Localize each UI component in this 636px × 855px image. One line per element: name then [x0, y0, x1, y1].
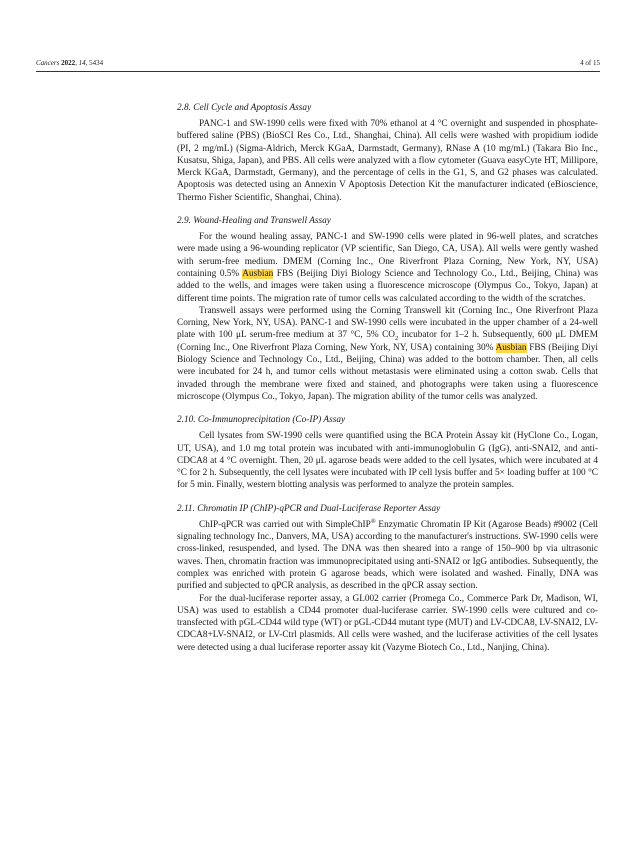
- section-title: 2.8. Cell Cycle and Apoptosis Assay: [177, 103, 312, 113]
- journal-volume: 14: [78, 59, 86, 67]
- paragraph: For the wound healing assay, PANC-1 and SW-1990 cells were plated in 96-well plates, and scratches were made using a 96-wounding replicator (VP scientific, San Diego, CA, USA). All wells were gently washed with serum-free medium. DMEM (Corning Inc., One Riverfront Plaza Corning, New York, NY, USA) containing 0.5% Ausbian FBS (Beijing Diyi Biology Science and Technology Co., Ltd., Beijing, China) was added to the wells, and images were taken using a fluorescence microscope (Olympus Co., Tokyo, Japan) at different time points. The migration rate of tumor cells was calculated according to the width of the scratches.: [177, 232, 598, 304]
- page-header: [36, 59, 600, 71]
- section: [177, 102, 598, 204]
- journal-year: 2022: [61, 59, 76, 67]
- paragraph: ChIP-qPCR was carried out with SimpleChIP® Enzymatic Chromatin IP Kit (Agarose Beads) #9002 (Cell signaling technology Inc., Danvers, MA, USA) according to the manufacturer's instructions. SW-1990 cells were cross-linked, resuspended, and lysed. The DNA was then sheared into a range of 150–900 bp via ultrasonic waves. Then, chromatin fraction was immunoprecipitated using anti-SNAI2 or IgG antibodies. Subsequently, the complex was enriched with protein G agarose beads, which were isolated and washed. Finally, DNA was purified and subjected to qPCR analysis, as described in the qPCR assay section.: [177, 517, 598, 592]
- journal-name: Cancers: [36, 59, 60, 67]
- paragraph: For the dual-luciferase reporter assay, a GL002 carrier (Promega Co., Commerce Park Dr, Madison, WI, USA) was used to establish a CD44 promoter dual-luciferase carrier. SW-1990 cells were cultured and co-transfected with pGL-CD44 wild type (WT) or pGL-CD44 mutant type (MUT) and LV-CDCA8, LV-SNAI2, LV-CDCA8+LV-SNAI2, or LV-Ctrl plasmids. All cells were washed, and the luciferase activities of the cell lysates were detected using a dual luciferase reporter assay kit (Vazyme Biotech Co., Ltd., Nanjing, China).: [177, 593, 598, 653]
- section: [177, 215, 598, 403]
- section: [177, 503, 598, 654]
- highlighted-term: Ausbian: [242, 268, 274, 279]
- highlighted-term: Ausbian: [495, 342, 527, 353]
- page-number: 4 of 15: [580, 59, 600, 67]
- paragraph: PANC-1 and SW-1990 cells were fixed with 70% ethanol at 4 °C overnight and suspended in phosphate-buffered saline (PBS) (BioSCI Res Co., Ltd., Shanghai, China). All cells were washed with propidium iodide (PI, 2 mg/mL) (Sigma-Aldrich, Merck KGaA, Darmstadt, Germany), RNase A (10 mg/mL) (Takara Bio Inc., Kusatsu, Shiga, Japan), and PBS. All cells were analyzed with a flow cytometer (Guava easyCyte HT, Millipore, Merck KGaA, Darmstadt, Germany), and the percentage of cells in the G1, S, and G2 phases was calculated. Apoptosis was detected using an Annexin V Apoptosis Detection Kit the manufacturer indicated (eBioscience, Thermo Fisher Scientific, Shanghai, China).: [177, 119, 598, 203]
- article-number: 5434: [89, 59, 104, 67]
- paragraph: Transwell assays were performed using the Corning Transwell kit (Corning Inc., One Riverfront Plaza Corning, New York, NY, USA). PANC-1 and SW-1990 cells were incubated in the upper chamber of a 24-well plate with 100 μL serum-free medium at 37 °C, 5% $CO_2$ incubator for 1–2 h. Subsequently, 600 μL DMEM (Corning Inc., One Riverfront Plaza Corning, New York, NY, USA) containing 30% Ausbian FBS (Beijing Diyi Biology Science and Technology Co., Ltd., Beijing, China) was added to the bottom chamber. Then, all cells were incubated for 24 h, and tumor cells without metastasis were eliminated using a cotton swab. Cells that invaded through the membrane were fixed and stained, and photographs were taken using a fluorescence microscope (Olympus Co., Tokyo, Japan). The migration ability of the tumor cells was analyzed.: [177, 305, 599, 402]
- section-title: 2.10. Co-Immunoprecipitation (Co-IP) Assay: [177, 415, 346, 426]
- header-rule: [36, 71, 600, 72]
- paragraph: Cell lysates from SW-1990 cells were quantified using the BCA Protein Assay kit (HyClone Co., Logan, UT, USA), and 1.0 mg total protein was incubated with anti-immunoglobulin G (IgG), anti-SNAI2, and anti-CDCA8 at 4 °C overnight. Then, 20 μL agarose beads were added to the cell lysates, which were incubated at 4 °C for 2 h. Subsequently, the cell lysates were incubated with IP cell lysis buffer and 5× loading buffer at 100 °C for 5 min. Finally, western blotting analysis was performed to analyze the protein samples.: [177, 431, 598, 491]
- subscript: 2: [395, 335, 399, 343]
- superscript: ®: [370, 517, 376, 525]
- section-title: 2.9. Wound-Healing and Transwell Assay: [177, 216, 331, 227]
- journal-citation: Cancers 2022, 14, 5434: [36, 59, 104, 67]
- article-body: [177, 102, 598, 665]
- section-title: 2.11. Chromatin IP (ChIP)-qPCR and Dual-Luciferase Reporter Assay: [177, 503, 441, 514]
- section: [177, 414, 598, 491]
